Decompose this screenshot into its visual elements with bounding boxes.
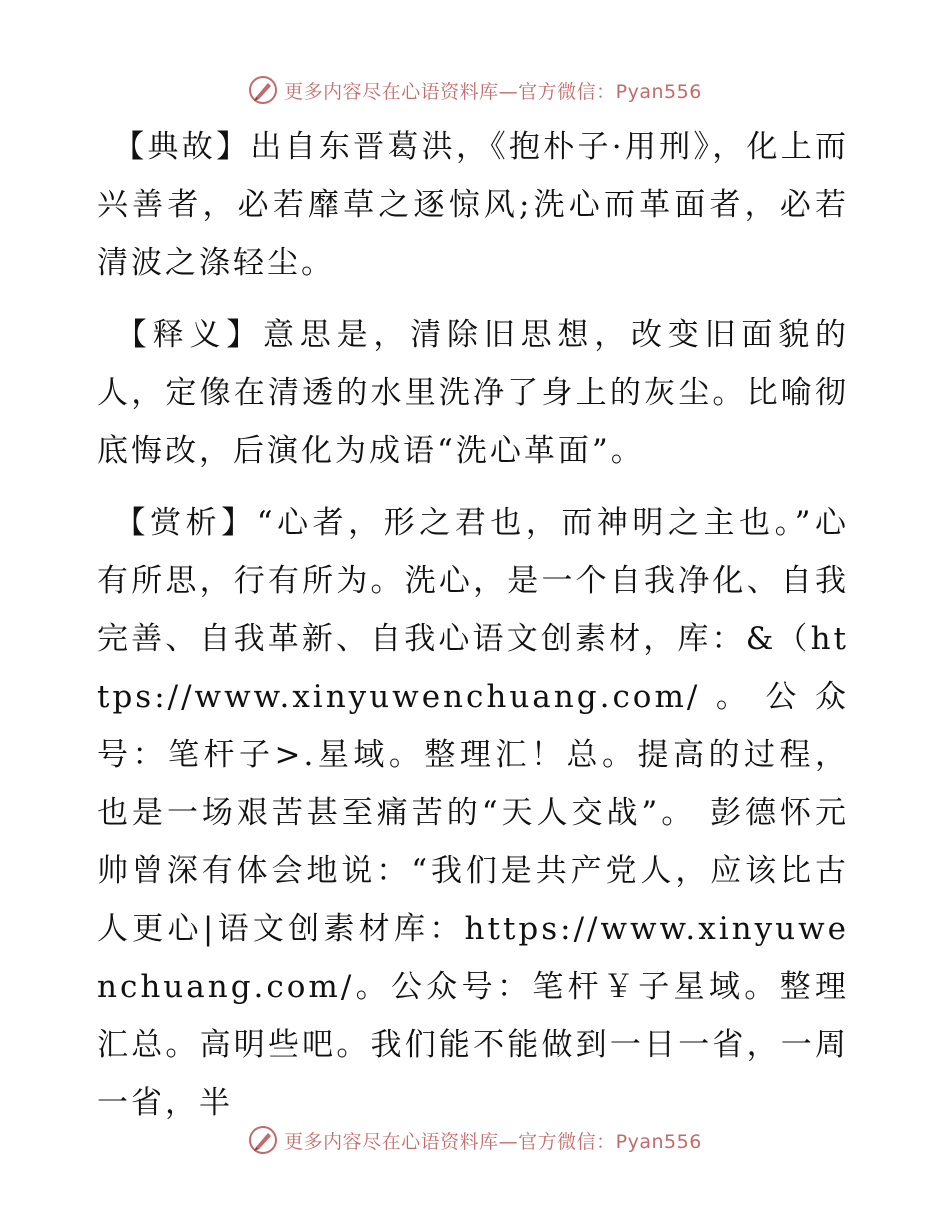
- footer-watermark: [0, 1120, 950, 1160]
- paragraph-label: 【典故】: [113, 129, 251, 165]
- watermark-text: 更多内容尽在心语资料库—官方微信：Pyan556: [284, 80, 702, 103]
- paragraph-text: 出自东晋葛洪，《抱朴子·用刑》，化上而兴善者，必若靡草之逐惊风;洗心而革面者，必若清波之涤轻尘。: [97, 129, 850, 281]
- pen-logo-icon: [248, 75, 278, 105]
- paragraph-text: 意思是，清除旧思想，改变旧面貌的人，定像在清透的水里洗净了身上的灰尘。比喻彻底悔改，后演化为成语“洗心革面”。: [97, 317, 849, 469]
- document-body: [97, 118, 849, 1132]
- pen-logo-icon: [248, 1125, 278, 1155]
- watermark-text: 更多内容尽在心语资料库—官方微信：Pyan556: [284, 1130, 702, 1153]
- paragraph-appreciation: [97, 494, 849, 1132]
- header-watermark: [0, 70, 950, 110]
- paragraph-interpretation: [97, 306, 849, 480]
- paragraph-allusion: [97, 118, 849, 292]
- paragraph-label: 【赏析】: [113, 505, 257, 541]
- paragraph-label: 【释义】: [113, 317, 263, 353]
- paragraph-text: “心者，形之君也，而神明之主也。”心有所思，行有所为。洗心，是一个自我净化、自我完善、自我革新、自我心语文创素材，库：&（https://www.xinyuwenchuang.com/。公众号：笔杆子>.星域。整理汇！总。提高的过程，也是一场艰苦甚至痛苦的“天人交战”。 彭德怀元帅曾深有体会地说：“我们是共产党人，应该比古人更心|语文创素材库：https://www.xinyuwenchuang.com/。公众号：笔杆￥子星域。整理汇总。高明些吧。我们能不能做到一日一省，一周一省，半: [97, 505, 849, 1121]
